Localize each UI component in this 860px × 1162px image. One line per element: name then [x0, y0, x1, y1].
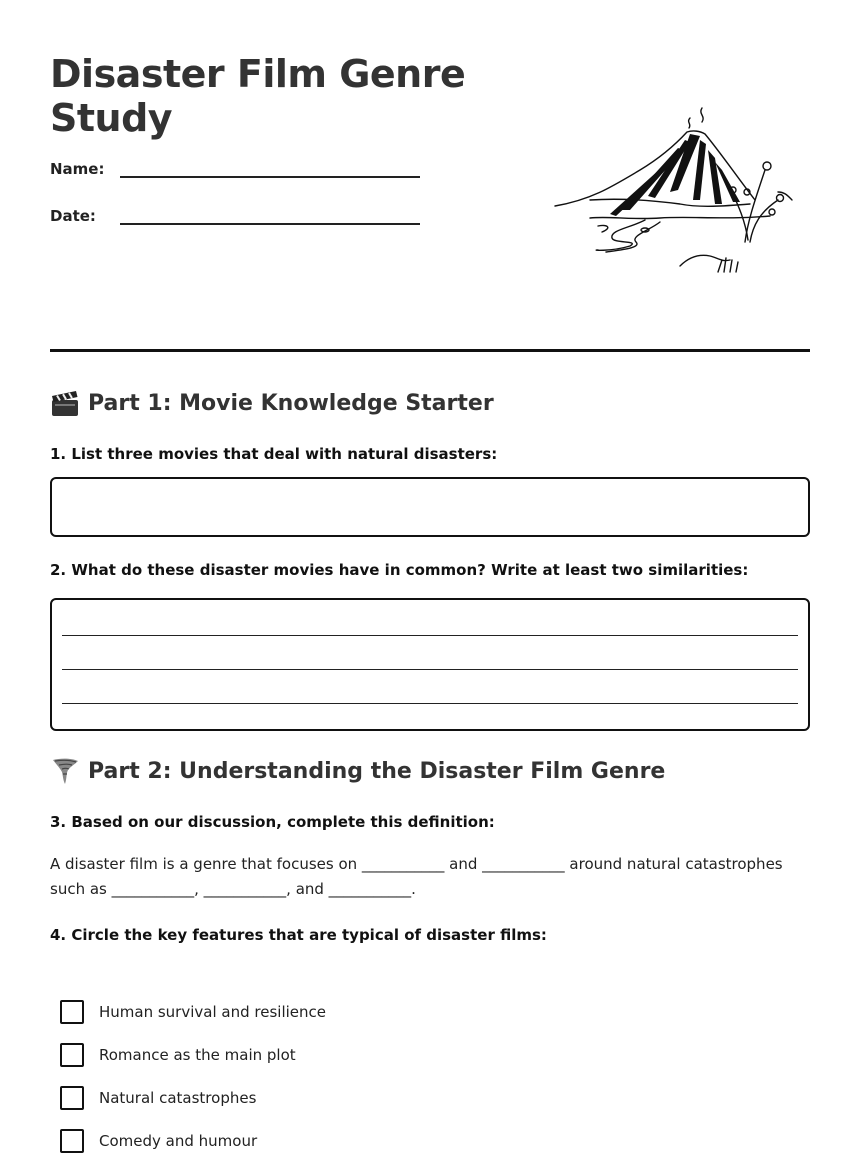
- name-field-row: [50, 160, 420, 178]
- part2-heading: [50, 756, 665, 786]
- list-item: [60, 1033, 326, 1076]
- date-field[interactable]: [120, 223, 420, 225]
- tornado-icon: [50, 756, 80, 786]
- page-title: Disaster Film Genre Study: [50, 52, 466, 140]
- feature-checklist: [60, 990, 326, 1162]
- feature-label: Natural catastrophes: [99, 1088, 257, 1107]
- feature-label: Comedy and humour: [99, 1131, 258, 1150]
- volcano-illustration: [550, 100, 800, 280]
- feature-checkbox[interactable]: [60, 1000, 84, 1024]
- feature-label: Human survival and resilience: [99, 1002, 326, 1021]
- part1-heading: [50, 388, 494, 418]
- feature-checkbox[interactable]: [60, 1043, 84, 1067]
- feature-checkbox[interactable]: [60, 1086, 84, 1110]
- name-field[interactable]: [120, 176, 420, 178]
- question-3: 3. Based on our discussion, complete this definition:: [50, 813, 495, 831]
- answer-line: [62, 669, 798, 670]
- list-item: [60, 1119, 326, 1162]
- answer-line: [62, 703, 798, 704]
- answer-box-1[interactable]: [50, 477, 810, 537]
- answer-line: [62, 635, 798, 636]
- part1-title: Part 1: Movie Knowledge Starter: [88, 390, 494, 416]
- list-item: [60, 990, 326, 1033]
- section-divider: [50, 349, 810, 352]
- question-2: 2. What do these disaster movies have in common? Write at least two similarities:: [50, 561, 749, 579]
- name-label: Name:: [50, 160, 105, 178]
- part2-title: Part 2: Understanding the Disaster Film Genre: [88, 758, 666, 784]
- feature-checkbox[interactable]: [60, 1129, 84, 1153]
- question-1: 1. List three movies that deal with natural disasters:: [50, 445, 498, 463]
- definition-text: A disaster film is a genre that focuses on ___________ and ___________ around natural catastrophes such as ___________, ___________, and ___________.: [50, 855, 783, 898]
- answer-box-2[interactable]: [50, 598, 810, 731]
- feature-label: Romance as the main plot: [99, 1045, 296, 1064]
- date-field-row: [50, 207, 420, 225]
- question-4: 4. Circle the key features that are typical of disaster films:: [50, 926, 547, 944]
- list-item: [60, 1076, 326, 1119]
- date-label: Date:: [50, 207, 96, 225]
- clapperboard-icon: [50, 388, 80, 418]
